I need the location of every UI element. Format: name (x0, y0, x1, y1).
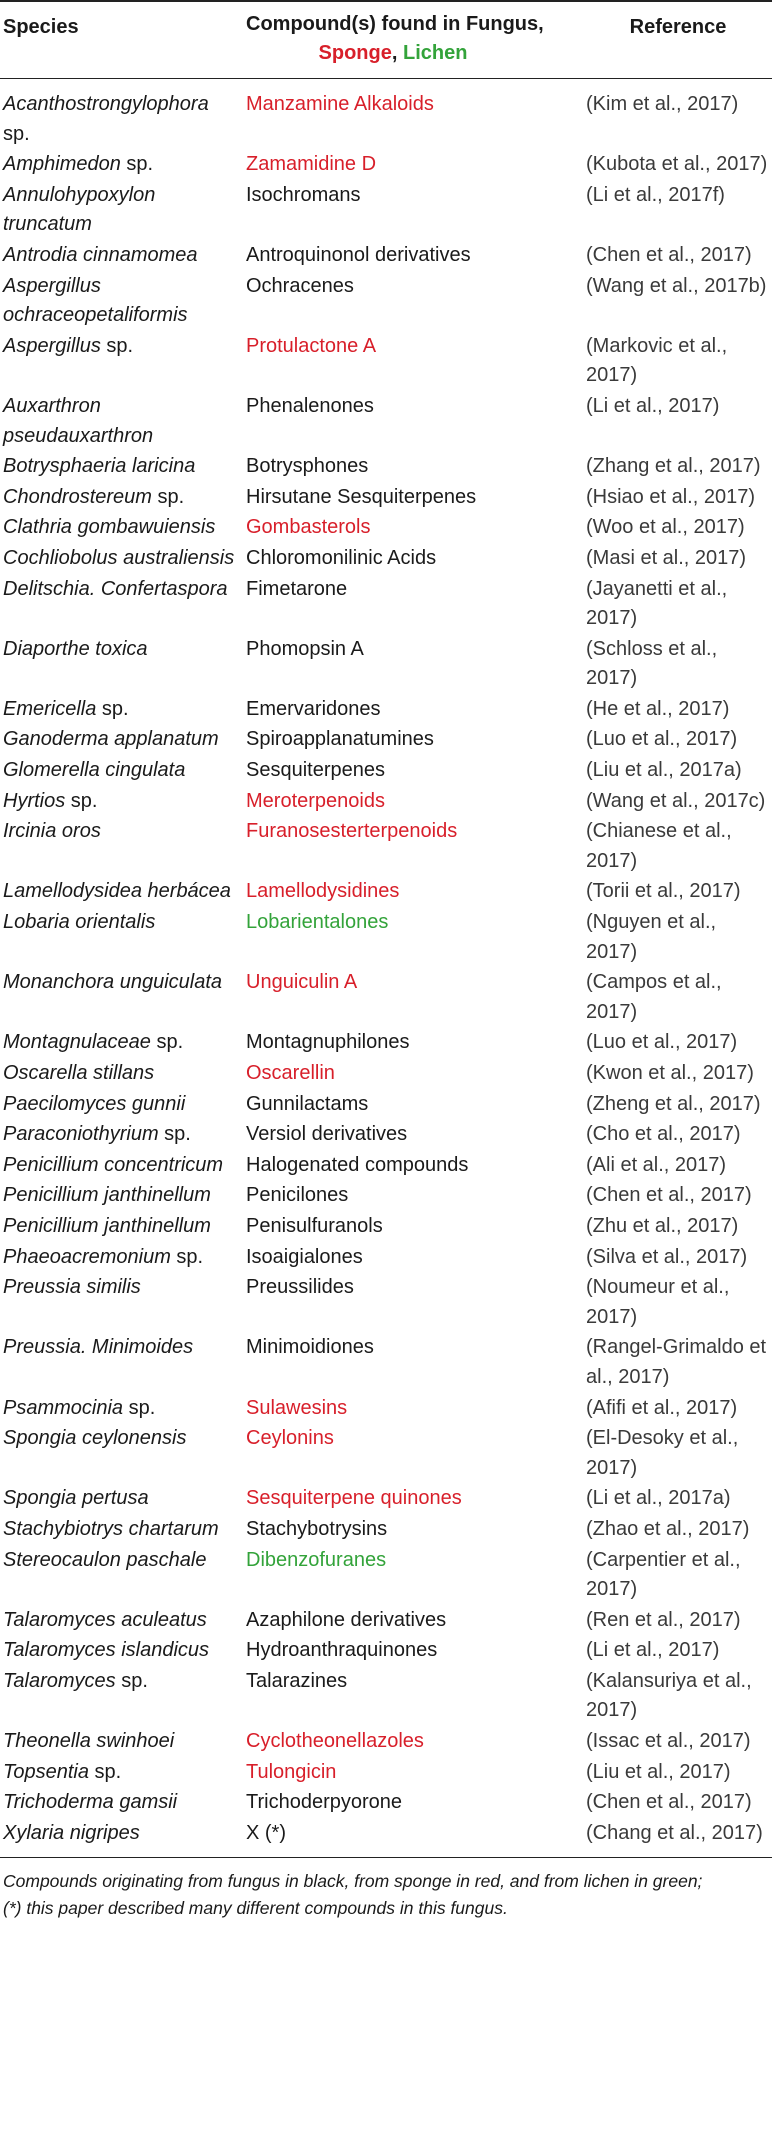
table-row (0, 1605, 772, 1636)
compound-cell: Protulactone A (246, 334, 377, 357)
species-name: Lamellodysidea herbácea (3, 880, 231, 903)
compound-cell: Versiol derivatives (246, 1123, 408, 1146)
reference-cell: (Li et al., 2017) (586, 1639, 720, 1662)
compound-cell: Tulongicin (246, 1760, 337, 1783)
species-cell (0, 1089, 240, 1120)
species-cell (0, 240, 240, 271)
compound-cell: Spiroapplanatumines (246, 728, 434, 751)
species-name: Chondrostereum (3, 485, 152, 508)
table-row (0, 786, 772, 817)
footnote-line1: Compounds originating from fungus in black, from sponge in red, and from lichen in green; (3, 1871, 703, 1892)
species-cell (0, 694, 240, 725)
species-name: Talaromyces (3, 1669, 116, 1692)
reference-cell: (Markovic et al., 2017) (586, 334, 728, 387)
compound-cell: Emervaridones (246, 697, 381, 720)
species-name: Oscarella stillans (3, 1062, 155, 1084)
compound-cell: Halogenated compounds (246, 1153, 469, 1176)
species-cell (0, 391, 240, 451)
species-name: Preussia. Minimoides (3, 1336, 194, 1359)
reference-cell: (Wang et al., 2017c) (586, 789, 766, 812)
table-row (0, 967, 772, 1027)
reference-cell: (Kwon et al., 2017) (586, 1062, 754, 1084)
table-row (0, 1757, 772, 1788)
species-cell (0, 907, 240, 967)
reference-cell: (Rangel-Grimaldo et al., 2017) (586, 1336, 767, 1388)
reference-cell: (Noumeur et al., 2017) (586, 1276, 730, 1328)
table-row (0, 451, 772, 482)
reference-cell: (Silva et al., 2017) (586, 1245, 748, 1268)
species-name: Stereocaulon paschale (3, 1548, 207, 1571)
reference-cell: (Hsiao et al., 2017) (586, 485, 755, 508)
species-cell (0, 1605, 240, 1636)
species-name: Lobaria orientalis (3, 911, 156, 934)
table-row (0, 816, 772, 876)
species-suffix: sp. (100, 334, 134, 357)
species-cell (0, 1666, 240, 1726)
header-compounds (240, 1, 584, 79)
species-name: Trichoderma gamsii (3, 1791, 178, 1814)
compound-cell: Hydroanthraquinones (246, 1639, 438, 1662)
species-name: Diaporthe toxica (3, 637, 148, 660)
compound-cell: Manzamine Alkaloids (246, 93, 434, 115)
compound-cell: Phenalenones (246, 394, 374, 417)
compound-cell: Dibenzofuranes (246, 1548, 387, 1571)
species-name: Talaromyces aculeatus (3, 1608, 207, 1631)
reference-cell: (El-Desoky et al., 2017) (586, 1427, 739, 1479)
species-cell (0, 180, 240, 240)
table-row (0, 1058, 772, 1089)
table-row (0, 543, 772, 574)
species-cell (0, 1787, 240, 1818)
compound-cell: Meroterpenoids (246, 789, 385, 812)
species-cell (0, 512, 240, 543)
species-name: Amphimedon (3, 153, 121, 176)
species-name: Preussia similis (3, 1276, 141, 1299)
compound-cell: Oscarellin (246, 1062, 335, 1084)
reference-cell: (Zhao et al., 2017) (586, 1517, 750, 1540)
table-row (0, 1272, 772, 1332)
species-cell (0, 1272, 240, 1332)
reference-cell: (Chen et al., 2017) (586, 1791, 752, 1814)
table-row (0, 240, 772, 271)
species-name: Cochliobolus australiensis (3, 546, 235, 569)
species-name: Delitschia. Confertaspora (3, 577, 228, 600)
compound-cell: Unguiculin A (246, 971, 358, 994)
table-row (0, 271, 772, 331)
compound-cell: Hirsutane Sesquiterpenes (246, 485, 477, 508)
reference-cell: (Kubota et al., 2017) (586, 153, 768, 176)
species-suffix: sp. (115, 1669, 148, 1692)
species-name: Stachybiotrys chartarum (3, 1517, 219, 1540)
species-name: Aspergillus (3, 334, 101, 357)
species-name: Paraconiothyrium (3, 1123, 159, 1146)
species-cell (0, 1514, 240, 1545)
compound-cell: Phomopsin A (246, 637, 364, 660)
species-cell (0, 149, 240, 180)
compound-cell: Botrysphones (246, 455, 369, 478)
species-name: Montagnulaceae (3, 1031, 151, 1054)
species-cell (0, 816, 240, 876)
species-suffix: sp. (158, 1123, 191, 1146)
table-row (0, 907, 772, 967)
species-cell (0, 1818, 240, 1858)
reference-cell: (Wang et al., 2017b) (586, 274, 767, 297)
table-row (0, 1726, 772, 1757)
compound-cell: Ceylonins (246, 1427, 334, 1450)
table-row (0, 1787, 772, 1818)
species-name: Glomerella cingulata (3, 759, 186, 782)
footnote-line2: (*) this paper described many different compounds in this fungus. (3, 1898, 508, 1919)
reference-cell: (Liu et al., 2017a) (586, 759, 742, 782)
species-cell (0, 1545, 240, 1605)
compound-cell: Stachybotrysins (246, 1517, 388, 1540)
species-name: Aspergillus ochraceopetaliformis (3, 274, 188, 327)
table-row (0, 1545, 772, 1605)
table-row (0, 1666, 772, 1726)
species-suffix: sp. (151, 485, 185, 508)
species-name: Ganoderma applanatum (3, 728, 219, 751)
species-name: Theonella swinhoei (3, 1730, 175, 1753)
species-name: Hyrtios (3, 789, 66, 812)
reference-cell: (Luo et al., 2017) (586, 1031, 738, 1054)
species-name: Talaromyces islandicus (3, 1639, 210, 1662)
species-name: Penicillium janthinellum (3, 1214, 211, 1237)
compound-cell: Lobarientalones (246, 911, 389, 934)
header-compounds-line2 (246, 39, 580, 68)
compound-cell: Talarazines (246, 1669, 348, 1692)
species-cell (0, 79, 240, 150)
compound-cell: Penicilones (246, 1184, 349, 1207)
reference-cell: (Masi et al., 2017) (586, 546, 747, 569)
species-cell (0, 1635, 240, 1666)
table-row (0, 149, 772, 180)
reference-cell: (Luo et al., 2017) (586, 728, 738, 751)
compound-cell: Preussilides (246, 1276, 354, 1299)
species-cell (0, 1757, 240, 1788)
species-cell (0, 1726, 240, 1757)
header-comma: , (391, 42, 403, 64)
compound-cell: Isoaigialones (246, 1245, 363, 1268)
table-body (0, 79, 772, 1858)
reference-cell: (Zhang et al., 2017) (586, 455, 761, 478)
table-row (0, 724, 772, 755)
reference-cell: (Ren et al., 2017) (586, 1608, 741, 1631)
header-row (0, 1, 772, 79)
species-name: Annulohypoxylon truncatum (3, 183, 156, 236)
species-name: Acanthostrongylophora (3, 93, 209, 115)
species-name: Xylaria nigripes (3, 1821, 140, 1844)
table-row (0, 1818, 772, 1858)
table-row (0, 1180, 772, 1211)
compound-cell: Sulawesins (246, 1396, 348, 1419)
species-cell (0, 876, 240, 907)
compound-cell: Lamellodysidines (246, 880, 400, 903)
species-name: Spongia pertusa (3, 1487, 149, 1510)
table-row (0, 694, 772, 725)
reference-cell: (Schloss et al., 2017) (586, 637, 718, 690)
compound-cell: Azaphilone derivatives (246, 1608, 447, 1631)
table-row (0, 180, 772, 240)
species-name: Penicillium janthinellum (3, 1184, 211, 1207)
species-cell (0, 786, 240, 817)
reference-cell: (Liu et al., 2017) (586, 1760, 731, 1783)
table-row (0, 79, 772, 150)
species-name: Clathria gombawuiensis (3, 516, 216, 539)
species-cell (0, 1058, 240, 1089)
compound-cell: Trichoderpyorone (246, 1791, 403, 1814)
reference-cell: (Cho et al., 2017) (586, 1123, 741, 1146)
species-cell (0, 543, 240, 574)
header-compounds-line1: Compound(s) found in Fungus, (246, 13, 544, 35)
compound-cell: Penisulfuranols (246, 1214, 383, 1237)
species-name: Psammocinia (3, 1396, 124, 1419)
species-cell (0, 1027, 240, 1058)
table-row (0, 331, 772, 391)
table-row (0, 512, 772, 543)
species-name: Emericella (3, 697, 97, 720)
species-suffix: sp. (123, 1396, 156, 1419)
reference-cell: (Jayanetti et al., 2017) (586, 577, 728, 630)
compound-cell: Cyclotheonellazoles (246, 1730, 424, 1753)
table-row (0, 1119, 772, 1150)
reference-cell: (Chianese et al., 2017) (586, 820, 732, 872)
table-row (0, 755, 772, 786)
table-row (0, 1332, 772, 1392)
header-lichen-label: Lichen (403, 42, 468, 64)
species-cell (0, 331, 240, 391)
species-suffix: sp. (150, 1031, 184, 1054)
compound-cell: Chloromonilinic Acids (246, 546, 437, 569)
species-cell (0, 967, 240, 1027)
compound-cell: Montagnuphilones (246, 1031, 410, 1054)
species-cell (0, 724, 240, 755)
table-row (0, 634, 772, 694)
species-suffix: sp. (96, 697, 129, 720)
species-name: Spongia ceylonensis (3, 1427, 187, 1450)
species-cell (0, 482, 240, 513)
table-header (0, 1, 772, 79)
reference-cell: (Li et al., 2017) (586, 394, 720, 417)
species-name: Topsentia (3, 1760, 89, 1783)
species-cell (0, 634, 240, 694)
compound-cell: Fimetarone (246, 577, 348, 600)
reference-cell: (Zhu et al., 2017) (586, 1214, 739, 1237)
reference-cell: (Chen et al., 2017) (586, 243, 752, 266)
species-name: Botrysphaeria laricina (3, 455, 196, 478)
table-row (0, 1089, 772, 1120)
reference-cell: (He et al., 2017) (586, 697, 730, 720)
species-cell (0, 1332, 240, 1392)
compound-cell: Gunnilactams (246, 1092, 369, 1115)
species-name: Phaeoacremonium (3, 1245, 171, 1268)
species-suffix: sp. (89, 1760, 122, 1783)
species-cell (0, 1242, 240, 1273)
compound-cell: Sesquiterpenes (246, 759, 385, 782)
reference-cell: (Woo et al., 2017) (586, 516, 745, 539)
table-row (0, 482, 772, 513)
reference-cell: (Chang et al., 2017) (584, 1818, 772, 1858)
species-name: Penicillium concentricum (3, 1153, 224, 1176)
compound-cell: Minimoidiones (246, 1336, 374, 1359)
species-name: Antrodia cinnamomea (3, 243, 198, 266)
header-sponge-label: Sponge (318, 42, 392, 64)
table-row (0, 1242, 772, 1273)
table-row (0, 1027, 772, 1058)
reference-cell: (Chen et al., 2017) (586, 1184, 752, 1207)
species-name: Monanchora unguiculata (3, 971, 223, 994)
compound-cell: Ochracenes (246, 274, 354, 297)
table-row (0, 1393, 772, 1424)
reference-cell: (Nguyen et al., 2017) (586, 911, 717, 963)
header-species: Species (0, 1, 240, 79)
reference-cell: (Issac et al., 2017) (586, 1730, 751, 1753)
table-row (0, 1150, 772, 1181)
table-row (0, 391, 772, 451)
species-cell (0, 451, 240, 482)
table-row (0, 1483, 772, 1514)
reference-cell: (Ali et al., 2017) (586, 1153, 727, 1176)
species-cell (0, 1483, 240, 1514)
reference-cell: (Li et al., 2017a) (586, 1487, 731, 1510)
table-row (0, 1423, 772, 1483)
species-name: Paecilomyces gunnii (3, 1092, 186, 1115)
compound-cell: Isochromans (246, 183, 361, 206)
species-name: Ircinia oros (3, 820, 101, 843)
species-suffix: sp. (65, 789, 98, 812)
compound-cell: X (*) (240, 1818, 584, 1858)
table-row (0, 876, 772, 907)
reference-cell: (Li et al., 2017f) (586, 183, 725, 206)
reference-cell: (Campos et al., 2017) (586, 971, 722, 1023)
reference-cell: (Afifi et al., 2017) (586, 1396, 738, 1419)
species-cell (0, 574, 240, 634)
compound-cell: Furanosesterterpenoids (246, 820, 458, 843)
reference-cell: (Zheng et al., 2017) (586, 1092, 761, 1115)
species-cell (0, 1150, 240, 1181)
table-footnote (0, 1858, 772, 1922)
table-row (0, 1635, 772, 1666)
compound-cell: Antroquinonol derivatives (246, 243, 471, 266)
species-cell (0, 1180, 240, 1211)
compound-cell: Sesquiterpene quinones (246, 1487, 462, 1510)
compound-cell: Gombasterols (246, 516, 371, 539)
table-row (0, 1514, 772, 1545)
reference-cell: (Kim et al., 2017) (586, 93, 739, 115)
reference-cell: (Carpentier et al., 2017) (586, 1548, 741, 1601)
species-cell (0, 271, 240, 331)
compound-cell: Zamamidine D (246, 153, 377, 176)
reference-cell: (Torii et al., 2017) (586, 880, 741, 903)
reference-cell: (Kalansuriya et al., 2017) (586, 1669, 752, 1722)
species-suffix: sp. (170, 1245, 204, 1268)
species-suffix: sp. (120, 153, 154, 176)
species-cell (0, 1211, 240, 1242)
species-suffix: sp. (3, 122, 30, 145)
table-row (0, 574, 772, 634)
species-cell (0, 1119, 240, 1150)
species-cell (0, 1423, 240, 1483)
species-name: Auxarthron pseudauxarthron (3, 394, 154, 447)
header-reference: Reference (584, 1, 772, 79)
species-cell (0, 1393, 240, 1424)
table-row (0, 1211, 772, 1242)
species-cell (0, 755, 240, 786)
